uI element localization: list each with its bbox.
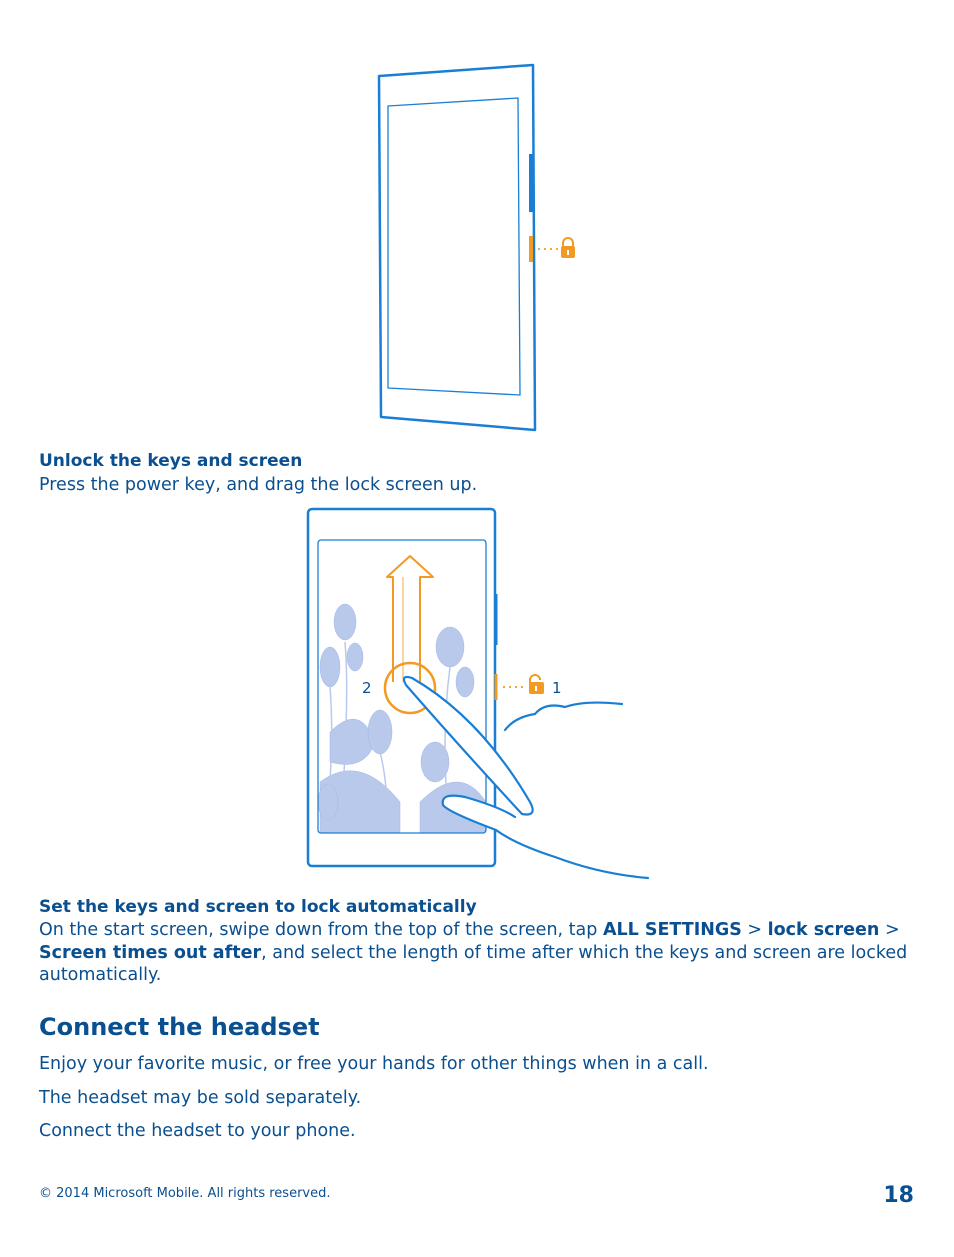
autolock-text-2: , and select the length of time after which the keys and screen are locked automatically. [39, 942, 908, 985]
autolock-heading: Set the keys and screen to lock automatically [39, 897, 477, 917]
headset-para-2: The headset may be sold separately. [39, 1088, 362, 1108]
separator: > [879, 920, 900, 940]
headset-para-1: Enjoy your favorite music, or free your hands for other things when in a call. [39, 1054, 709, 1074]
unlock-icon [529, 675, 544, 694]
phone-lock-illustration [370, 60, 590, 435]
all-settings-link: ALL SETTINGS [602, 920, 742, 940]
headset-para-3: Connect the headset to your phone. [39, 1121, 356, 1141]
separator: > [741, 920, 768, 940]
lock-screen-link: lock screen [767, 920, 880, 940]
swipe-unlock-illustration [300, 502, 660, 882]
screen-times-out-link: Screen times out after [39, 942, 262, 963]
lock-screen-wallpaper [318, 540, 486, 833]
autolock-instructions [39, 919, 919, 987]
unlock-instructions: Press the power key, and drag the lock screen up. [39, 475, 478, 495]
step-label-1: 1 [552, 679, 562, 697]
lock-icon [561, 238, 575, 258]
copyright: © 2014 Microsoft Mobile. All rights reserved. [39, 1186, 331, 1201]
autolock-text-1: On the start screen, swipe down from the top of the screen, tap [39, 920, 603, 940]
page-number: 18 [883, 1183, 914, 1208]
unlock-heading: Unlock the keys and screen [39, 451, 303, 471]
headset-heading: Connect the headset [39, 1013, 320, 1041]
step-label-2: 2 [362, 679, 372, 697]
